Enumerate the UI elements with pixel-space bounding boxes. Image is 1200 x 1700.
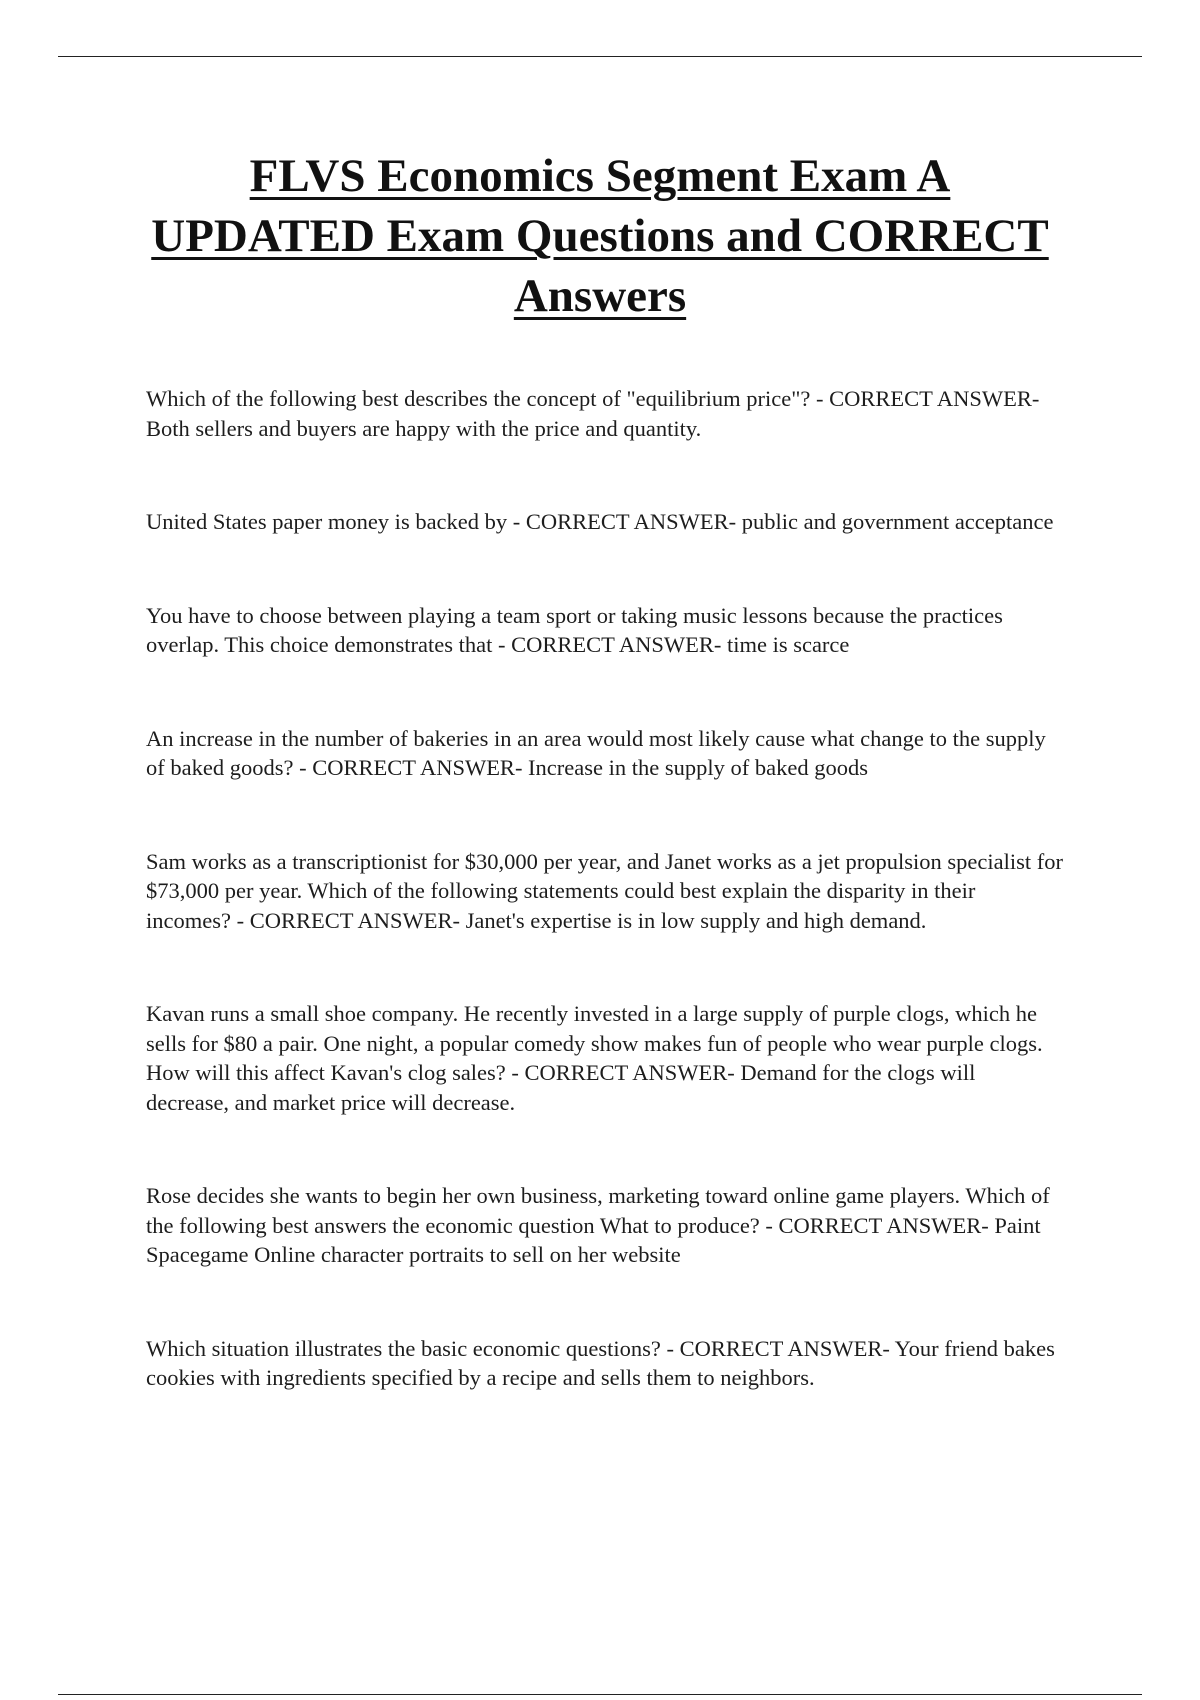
qa-item-3: You have to choose between playing a team sport or taking music lessons because the practices overlap. This choice demonstrates that - CORRECT ANSWER- time is scarce <box>146 602 1003 657</box>
question-answer-list <box>146 384 1064 1457</box>
document-title-text: FLVS Economics Segment Exam A UPDATED Exam Questions and CORRECT Answers <box>151 150 1049 322</box>
qa-item-7: Rose decides she wants to begin her own business, marketing toward online game players. Which of the following best answers the economic question What to produce? - CORRECT ANSWER- Paint Spacegame Online character portraits to sell on her website <box>146 1183 1050 1267</box>
bottom-rule <box>58 1694 1142 1695</box>
qa-item-6: Kavan runs a small shoe company. He recently invested in a large supply of purple clogs, which he sells for $80 a pair. One night, a popular comedy show makes fun of people who wear purple clogs. How will this affect Kavan's clog sales? - CORRECT ANSWER- Demand for the clogs will decrease, and market price will decrease. <box>146 1001 1043 1115</box>
qa-item-4: An increase in the number of bakeries in an area would most likely cause what change to the supply of baked goods? - CORRECT ANSWER- Increase in the supply of baked goods <box>146 725 1046 780</box>
document-title <box>140 146 1060 326</box>
qa-item-8: Which situation illustrates the basic economic questions? - CORRECT ANSWER- Your friend bakes cookies with ingredients specified by a recipe and sells them to neighbors. <box>146 1335 1055 1390</box>
qa-item-5: Sam works as a transcriptionist for $30,000 per year, and Janet works as a jet propulsion specialist for $73,000 per year. Which of the following statements could best explain the disparity in their incomes? - CORRECT ANSWER- Janet's expertise is in low supply and high demand. <box>146 848 1064 933</box>
qa-item-2: United States paper money is backed by - CORRECT ANSWER- public and government acceptance <box>146 509 1054 534</box>
top-rule <box>58 56 1142 57</box>
qa-item-1: Which of the following best describes the concept of "equilibrium price"? - CORRECT ANSWER- Both sellers and buyers are happy with the price and quantity. <box>146 386 1040 441</box>
